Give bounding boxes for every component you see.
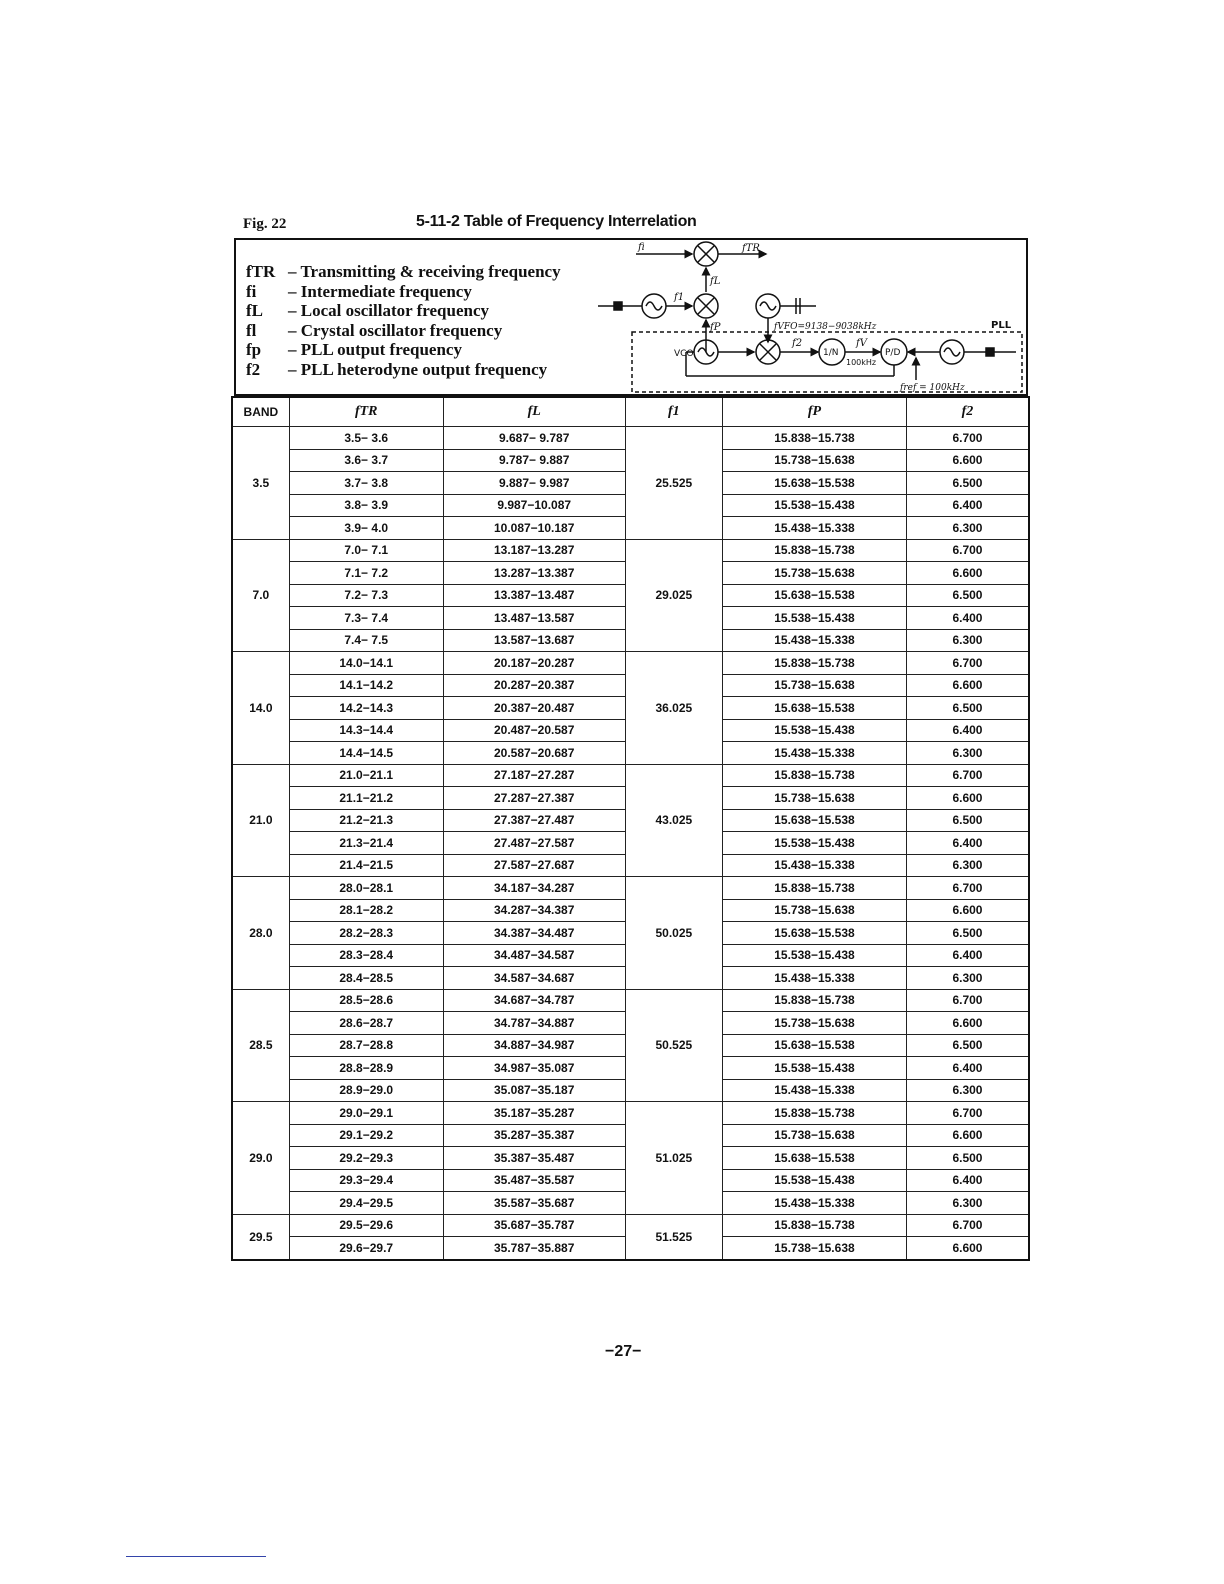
ftr-cell: 28.8−28.9 [289, 1057, 443, 1080]
ftr-cell: 7.3− 7.4 [289, 607, 443, 630]
ftr-cell: 28.6−28.7 [289, 1012, 443, 1035]
ftr-cell: 28.5−28.6 [289, 989, 443, 1012]
fl-cell: 27.587−27.687 [443, 854, 625, 877]
legend-symbol: f2 [246, 359, 261, 379]
fl-cell: 9.987−10.087 [443, 494, 625, 517]
fl-cell: 34.587−34.687 [443, 967, 625, 990]
f2-cell: 6.700 [906, 427, 1029, 450]
f2-cell: 6.600 [906, 899, 1029, 922]
f2-cell: 6.700 [906, 989, 1029, 1012]
fp-cell: 15.838−15.738 [723, 1214, 907, 1237]
f1-cell: 51.025 [625, 1102, 722, 1215]
fl-cell: 9.787− 9.887 [443, 449, 625, 472]
f2-cell: 6.700 [906, 1214, 1029, 1237]
legend-description: – Local oscillator frequency [288, 301, 489, 321]
label-f2: f2 [792, 338, 803, 349]
f2-cell: 6.500 [906, 1147, 1029, 1170]
fl-cell: 10.087−10.187 [443, 517, 625, 540]
label-1n: 1/N [823, 348, 839, 358]
band-cell: 29.5 [232, 1214, 289, 1260]
ftr-cell: 21.3−21.4 [289, 832, 443, 855]
ftr-cell: 29.3−29.4 [289, 1169, 443, 1192]
legend-description: – Crystal oscillator frequency [288, 320, 503, 340]
f2-cell: 6.500 [906, 1034, 1029, 1057]
block-diagram [596, 240, 1026, 396]
f1-cell: 29.025 [625, 539, 722, 652]
fp-cell: 15.638−15.538 [723, 1147, 907, 1170]
frequency-table [231, 396, 1030, 1261]
f2-cell: 6.400 [906, 1057, 1029, 1080]
label-fl: fL [710, 276, 721, 287]
f2-cell: 6.600 [906, 1012, 1029, 1035]
f2-cell: 6.600 [906, 787, 1029, 810]
f2-cell: 6.400 [906, 832, 1029, 855]
band-cell: 21.0 [232, 764, 289, 877]
fp-cell: 15.638−15.538 [723, 922, 907, 945]
f2-cell: 6.400 [906, 494, 1029, 517]
fp-cell: 15.538−15.438 [723, 494, 907, 517]
fp-cell: 15.838−15.738 [723, 989, 907, 1012]
ftr-cell: 7.1− 7.2 [289, 562, 443, 585]
ftr-cell: 3.9− 4.0 [289, 517, 443, 540]
fl-cell: 13.187−13.287 [443, 539, 625, 562]
label-pd: P/D [885, 348, 901, 358]
f2-cell: 6.300 [906, 1192, 1029, 1215]
f2-cell: 6.300 [906, 742, 1029, 765]
label-ftr: fTR [742, 243, 760, 254]
fl-cell: 20.387−20.487 [443, 697, 625, 720]
ftr-cell: 21.0−21.1 [289, 764, 443, 787]
legend-row [246, 282, 561, 302]
fl-cell: 20.287−20.387 [443, 674, 625, 697]
f2-cell: 6.400 [906, 607, 1029, 630]
f1-cell: 50.025 [625, 877, 722, 990]
legend-description: – Transmitting & receiving frequency [288, 262, 561, 281]
page-number: −27− [605, 1343, 642, 1360]
fp-cell: 15.738−15.638 [723, 1012, 907, 1035]
ftr-cell: 29.4−29.5 [289, 1192, 443, 1215]
fl-cell: 34.787−34.887 [443, 1012, 625, 1035]
fp-cell: 15.438−15.338 [723, 629, 907, 652]
f2-cell: 6.500 [906, 584, 1029, 607]
f2-cell: 6.500 [906, 809, 1029, 832]
band-cell: 28.0 [232, 877, 289, 990]
f2-cell: 6.700 [906, 764, 1029, 787]
band-cell: 28.5 [232, 989, 289, 1102]
fp-cell: 15.738−15.638 [723, 1237, 907, 1260]
label-fi: fi [638, 242, 645, 253]
fp-cell: 15.538−15.438 [723, 944, 907, 967]
label-pll: PLL [991, 320, 1012, 331]
fl-cell: 35.487−35.587 [443, 1169, 625, 1192]
table-row [232, 989, 1029, 1012]
fl-cell: 20.187−20.287 [443, 652, 625, 675]
band-cell: 7.0 [232, 539, 289, 652]
table-row [232, 1214, 1029, 1237]
f2-cell: 6.700 [906, 539, 1029, 562]
f1-cell: 50.525 [625, 989, 722, 1102]
fl-cell: 34.887−34.987 [443, 1034, 625, 1057]
ftr-cell: 29.6−29.7 [289, 1237, 443, 1260]
ftr-cell: 21.1−21.2 [289, 787, 443, 810]
fl-cell: 27.387−27.487 [443, 809, 625, 832]
legend-symbol: fTR [246, 262, 276, 281]
f1-cell: 51.525 [625, 1214, 722, 1260]
fp-cell: 15.638−15.538 [723, 809, 907, 832]
fl-cell: 9.887− 9.987 [443, 472, 625, 495]
band-cell: 3.5 [232, 427, 289, 540]
f2-cell: 6.300 [906, 967, 1029, 990]
f2-cell: 6.400 [906, 719, 1029, 742]
fp-cell: 15.738−15.638 [723, 449, 907, 472]
table-row [232, 539, 1029, 562]
legend-description: – Intermediate frequency [288, 281, 472, 301]
fp-cell: 15.438−15.338 [723, 1192, 907, 1215]
ftr-cell: 3.7− 3.8 [289, 472, 443, 495]
table-row [232, 764, 1029, 787]
ftr-cell: 28.3−28.4 [289, 944, 443, 967]
legend-row [246, 321, 561, 341]
legend-row [246, 340, 561, 360]
fp-cell: 15.738−15.638 [723, 787, 907, 810]
figure-label: Fig. 22 [243, 216, 287, 232]
ftr-cell: 3.5− 3.6 [289, 427, 443, 450]
fp-cell: 15.538−15.438 [723, 1057, 907, 1080]
fl-cell: 34.287−34.387 [443, 899, 625, 922]
table-header-row [232, 397, 1029, 427]
legend-row [246, 262, 561, 282]
ftr-cell: 7.4− 7.5 [289, 629, 443, 652]
fl-cell: 13.487−13.587 [443, 607, 625, 630]
vfo-sine [760, 302, 776, 310]
f2-cell: 6.300 [906, 1079, 1029, 1102]
label-fp: fP [710, 322, 721, 333]
ftr-cell: 14.4−14.5 [289, 742, 443, 765]
legend-symbol: fp [246, 340, 262, 360]
fp-cell: 15.538−15.438 [723, 607, 907, 630]
f2-cell: 6.500 [906, 922, 1029, 945]
table-body [232, 427, 1029, 1260]
legend-description: – PLL heterodyne output frequency [288, 359, 548, 379]
fl-cell: 35.287−35.387 [443, 1124, 625, 1147]
header-band: BAND [232, 397, 289, 427]
ftr-cell: 28.7−28.8 [289, 1034, 443, 1057]
fl-cell: 34.387−34.487 [443, 922, 625, 945]
f2-cell: 6.300 [906, 629, 1029, 652]
ftr-cell: 14.0−14.1 [289, 652, 443, 675]
fp-cell: 15.638−15.538 [723, 1034, 907, 1057]
ftr-cell: 28.0−28.1 [289, 877, 443, 900]
fl-cell: 20.587−20.687 [443, 742, 625, 765]
fp-cell: 15.538−15.438 [723, 832, 907, 855]
fp-cell: 15.638−15.538 [723, 697, 907, 720]
legend-row [246, 360, 561, 380]
legend-row [246, 301, 561, 321]
header-ftr: fTR [289, 397, 443, 427]
f2-cell: 6.700 [906, 877, 1029, 900]
fl-cell: 20.487−20.587 [443, 719, 625, 742]
fp-cell: 15.638−15.538 [723, 472, 907, 495]
ftr-cell: 29.0−29.1 [289, 1102, 443, 1125]
label-vco: VCO [674, 349, 694, 359]
legend-list [246, 262, 561, 380]
table-row [232, 427, 1029, 450]
header-f1: f1 [625, 397, 722, 427]
fl-cell: 35.687−35.787 [443, 1214, 625, 1237]
band-cell: 14.0 [232, 652, 289, 765]
ftr-cell: 7.2− 7.3 [289, 584, 443, 607]
fl-cell: 35.187−35.287 [443, 1102, 625, 1125]
legend-description: – PLL output frequency [288, 340, 462, 360]
ftr-cell: 29.1−29.2 [289, 1124, 443, 1147]
ftr-cell: 21.2−21.3 [289, 809, 443, 832]
f1-cell: 43.025 [625, 764, 722, 877]
ftr-cell: 7.0− 7.1 [289, 539, 443, 562]
fp-cell: 15.738−15.638 [723, 899, 907, 922]
page-title: 5-11-2 Table of Frequency Interrelation [416, 213, 697, 230]
f2-cell: 6.700 [906, 652, 1029, 675]
band-cell: 29.0 [232, 1102, 289, 1215]
fl-cell: 35.087−35.187 [443, 1079, 625, 1102]
f2-cell: 6.400 [906, 1169, 1029, 1192]
fl-cell: 27.487−27.587 [443, 832, 625, 855]
legend-box [234, 238, 1028, 396]
fl-cell: 27.187−27.287 [443, 764, 625, 787]
ftr-cell: 28.9−29.0 [289, 1079, 443, 1102]
fp-cell: 15.738−15.638 [723, 674, 907, 697]
f2-cell: 6.600 [906, 1124, 1029, 1147]
legend-symbol: fl [246, 320, 257, 340]
label-f1: f1 [674, 292, 685, 303]
fl-cell: 13.387−13.487 [443, 584, 625, 607]
header-f2: f2 [906, 397, 1029, 427]
legend-symbol: fi [246, 281, 257, 301]
fp-cell: 15.838−15.738 [723, 652, 907, 675]
header-fl: fL [443, 397, 625, 427]
f2-cell: 6.500 [906, 697, 1029, 720]
ftr-cell: 28.2−28.3 [289, 922, 443, 945]
fp-cell: 15.438−15.338 [723, 1079, 907, 1102]
header-fp: fP [723, 397, 907, 427]
f2-cell: 6.600 [906, 674, 1029, 697]
fl-cell: 35.787−35.887 [443, 1237, 625, 1260]
label-fref: fref = 100kHz [900, 383, 965, 393]
fp-cell: 15.438−15.338 [723, 967, 907, 990]
ftr-cell: 28.4−28.5 [289, 967, 443, 990]
ftr-cell: 14.3−14.4 [289, 719, 443, 742]
fl-cell: 34.987−35.087 [443, 1057, 625, 1080]
ftr-cell: 3.6− 3.7 [289, 449, 443, 472]
fl-cell: 34.687−34.787 [443, 989, 625, 1012]
ftr-cell: 28.1−28.2 [289, 899, 443, 922]
label-fvfo: fVFO=9138−9038kHz [774, 322, 877, 332]
ref-sine [944, 348, 960, 356]
ftr-cell: 14.1−14.2 [289, 674, 443, 697]
label-fv: fV [856, 338, 867, 349]
fl-cell: 35.587−35.687 [443, 1192, 625, 1215]
fp-cell: 15.538−15.438 [723, 1169, 907, 1192]
legend-symbol: fL [246, 301, 263, 321]
fl-cell: 34.487−34.587 [443, 944, 625, 967]
f2-cell: 6.600 [906, 449, 1029, 472]
label-100khz: 100kHz [846, 358, 877, 367]
fp-cell: 15.538−15.438 [723, 719, 907, 742]
f2-cell: 6.600 [906, 562, 1029, 585]
fp-cell: 15.838−15.738 [723, 877, 907, 900]
fl-cell: 34.187−34.287 [443, 877, 625, 900]
f2-cell: 6.700 [906, 1102, 1029, 1125]
table-row [232, 1102, 1029, 1125]
table-row [232, 877, 1029, 900]
crystal-sine [646, 302, 662, 310]
fl-cell: 35.387−35.487 [443, 1147, 625, 1170]
f2-cell: 6.300 [906, 517, 1029, 540]
ref-crystal-symbol [986, 348, 994, 356]
f2-cell: 6.400 [906, 944, 1029, 967]
fl-cell: 13.587−13.687 [443, 629, 625, 652]
crystal-symbol [614, 302, 622, 310]
ftr-cell: 14.2−14.3 [289, 697, 443, 720]
fl-cell: 27.287−27.387 [443, 787, 625, 810]
fp-cell: 15.738−15.638 [723, 1124, 907, 1147]
fp-cell: 15.838−15.738 [723, 427, 907, 450]
footer-rule [126, 1556, 266, 1557]
ftr-cell: 29.2−29.3 [289, 1147, 443, 1170]
fl-cell: 13.287−13.387 [443, 562, 625, 585]
fp-cell: 15.438−15.338 [723, 854, 907, 877]
fp-cell: 15.838−15.738 [723, 764, 907, 787]
table-row [232, 652, 1029, 675]
f1-cell: 25.525 [625, 427, 722, 540]
fp-cell: 15.438−15.338 [723, 742, 907, 765]
fp-cell: 15.438−15.338 [723, 517, 907, 540]
ftr-cell: 3.8− 3.9 [289, 494, 443, 517]
f2-cell: 6.500 [906, 472, 1029, 495]
f2-cell: 6.300 [906, 854, 1029, 877]
fl-cell: 9.687− 9.787 [443, 427, 625, 450]
ftr-cell: 21.4−21.5 [289, 854, 443, 877]
fp-cell: 15.838−15.738 [723, 539, 907, 562]
fp-cell: 15.738−15.638 [723, 562, 907, 585]
fp-cell: 15.638−15.538 [723, 584, 907, 607]
f1-cell: 36.025 [625, 652, 722, 765]
fp-cell: 15.838−15.738 [723, 1102, 907, 1125]
f2-cell: 6.600 [906, 1237, 1029, 1260]
ftr-cell: 29.5−29.6 [289, 1214, 443, 1237]
